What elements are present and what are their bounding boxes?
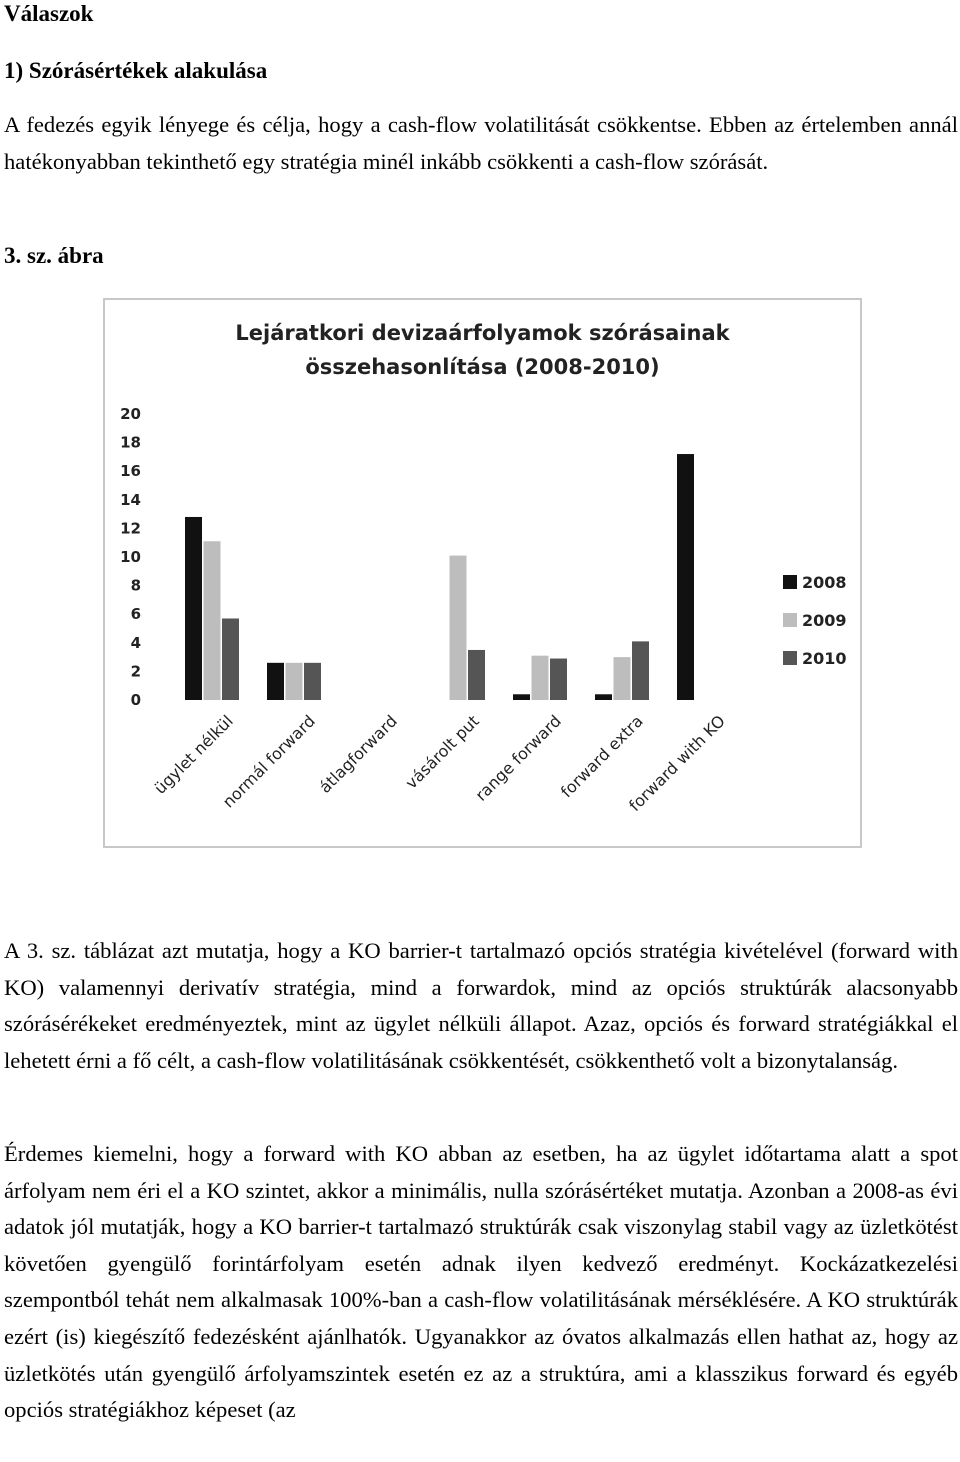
bar-2009 <box>614 657 631 700</box>
x-category-label: vásárolt put <box>401 711 483 793</box>
bar-2010 <box>468 650 485 700</box>
legend-label: 2008 <box>802 573 847 592</box>
y-tick-label: 12 <box>120 519 141 538</box>
y-tick-label: 2 <box>130 662 141 681</box>
chart-title-line2: összehasonlítása (2008-2010) <box>305 355 660 379</box>
bar-2010 <box>632 641 649 700</box>
heading: Válaszok <box>4 1 94 26</box>
bar-2008 <box>595 694 612 700</box>
paragraph-2: Érdemes kiemelni, hogy a forward with KO abban az esetben, ha az ügylet időtartama alatt a spot árfolyam nem éri el a KO szintet, akkor a minimális, nulla szórásértéket mutatja. Azonban a 2008-as évi adatok jól mutatják, hogy a KO barrier-t tartalmazó struktúrák csak viszonylag stabil vagy az üzletkötést követően gyengülő forintárfolyam esetén adnak ilyen kedvező eredményt. Kockázatkezelési szempontból tehát nem alkalmasak 100%-ban a cash-flow volatilitásának mérséklésére. A KO struktúrák ezért (is) kiegészítő fedezésként ajánlhatók. Ugyanakkor az óvatos alkalmazás ellen hathat az, hogy az üzletkötés után gyengülő árfolyamszintek esetén ez az a struktúra, ami a klasszikus forward és egyéb opciós stratégiákhoz képeset (az <box>4 1141 958 1423</box>
chart-plot <box>105 300 860 846</box>
bar-2010 <box>222 618 239 700</box>
figure-caption: 3. sz. ábra <box>4 243 104 268</box>
y-tick-label: 0 <box>130 691 141 709</box>
x-category-label: forward with KO <box>625 711 729 816</box>
legend-label: 2009 <box>802 611 847 630</box>
y-tick-label: 18 <box>120 433 141 452</box>
legend-swatch-2009 <box>783 613 797 627</box>
bar-2009 <box>532 656 549 700</box>
y-tick-label: 6 <box>130 605 141 624</box>
chart-title-line1: Lejáratkori devizaárfolyamok szórásainak <box>235 321 730 345</box>
bar-2010 <box>550 659 567 700</box>
intro-paragraph: A fedezés egyik lényege és célja, hogy a cash-flow volatilitását csökkentse. Ebben az értelemben annál hatékonyabban tekinthető egy stratégia minél inkább csökkenti a cash-flow szórását. <box>4 112 958 174</box>
bar-2009 <box>204 541 221 700</box>
bar-2008 <box>267 663 284 700</box>
bar-2008 <box>513 694 530 700</box>
bar-2010 <box>304 663 321 700</box>
bar-2009 <box>450 556 467 700</box>
x-category-label: forward extra <box>556 711 647 802</box>
bar-2009 <box>286 663 303 700</box>
y-tick-label: 16 <box>120 462 141 481</box>
x-category-label: átlagforward <box>315 711 401 797</box>
bar-chart <box>103 298 862 848</box>
x-category-label: ügylet nélkül <box>150 711 237 798</box>
y-tick-label: 8 <box>130 576 141 595</box>
bar-2008 <box>185 517 202 700</box>
bar-2008 <box>677 454 694 700</box>
y-tick-label: 4 <box>130 633 141 652</box>
x-category-label: normál forward <box>218 711 319 812</box>
paragraph-1: A 3. sz. táblázat azt mutatja, hogy a KO barrier-t tartalmazó opciós stratégia kivételével (forward with KO) valamennyi derivatív stratégia, mind a forwardok, mind az opciós struktúrák alacsonyabb szórásérékeket eredményeztek, mint az ügylet nélküli állapot. Azaz, opciós és forward stratégiákkal el lehetett érni a fő célt, a cash-flow volatilitásának csökkentését, csökkenthető volt a bizonytalanság. <box>4 938 958 1073</box>
section-title: 1) Szórásértékek alakulása <box>4 58 268 83</box>
x-category-label: range forward <box>471 711 565 805</box>
legend-swatch-2010 <box>783 651 797 665</box>
y-tick-label: 20 <box>120 405 141 423</box>
legend-label: 2010 <box>802 649 847 668</box>
y-tick-label: 14 <box>120 490 141 509</box>
legend-swatch-2008 <box>783 575 797 589</box>
y-tick-label: 10 <box>120 548 141 566</box>
